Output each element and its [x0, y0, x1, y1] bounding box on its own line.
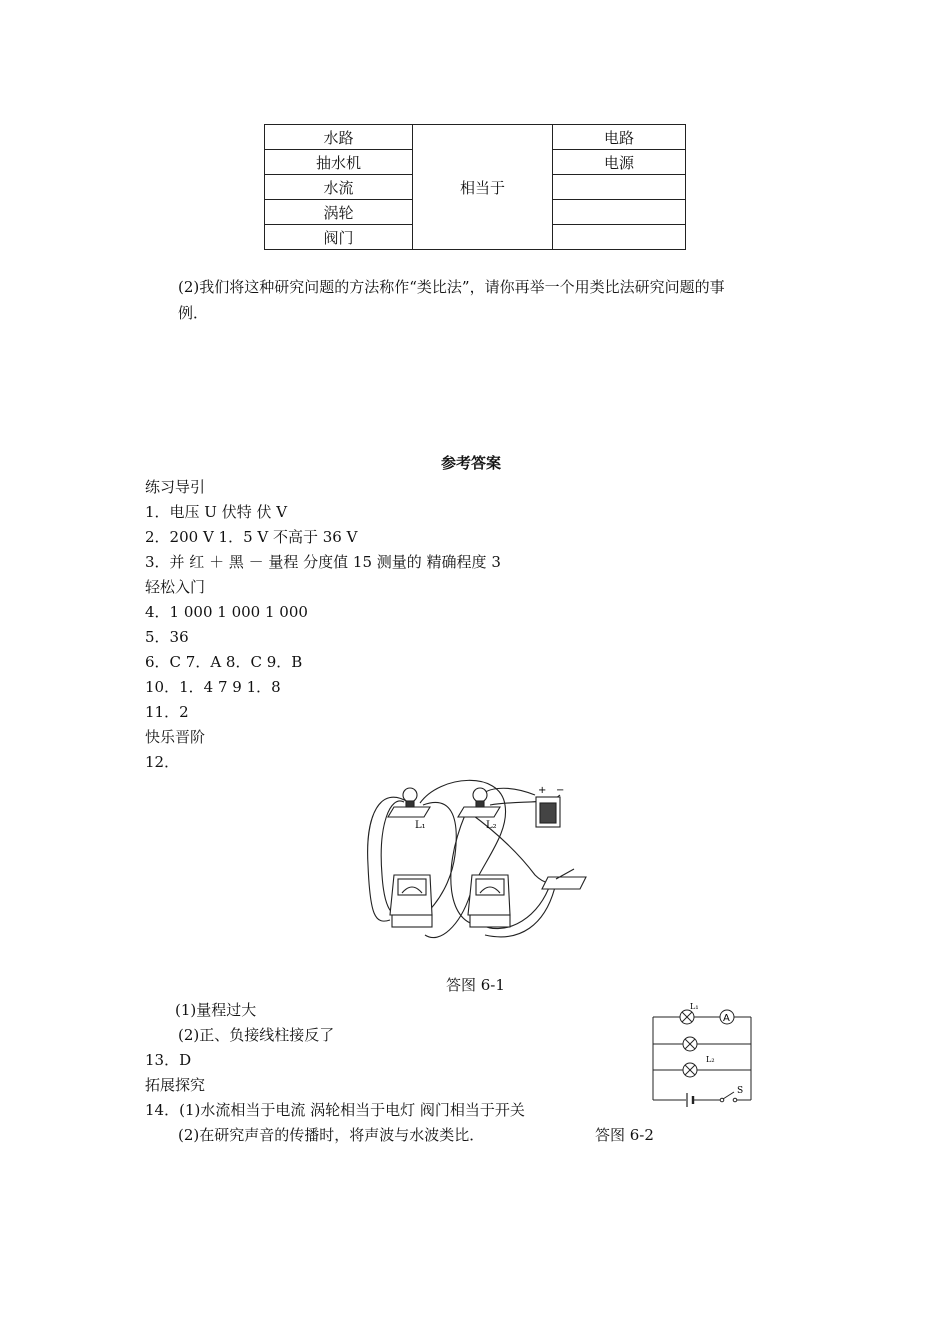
battery-minus-label: − — [556, 785, 565, 796]
table-cell — [553, 175, 686, 200]
answer-line: 5．36 — [145, 628, 189, 646]
l1-label: L₁ — [690, 1002, 699, 1011]
table-cell: 抽水机 — [265, 150, 413, 175]
switch-icon — [542, 869, 586, 889]
battery-plus-label: + — [538, 785, 547, 796]
figure-6-1-caption: 答图 6-1 — [446, 976, 505, 994]
section-heading: 拓展探究 — [145, 1076, 206, 1094]
lamp-l1-label: L₁ — [415, 820, 426, 831]
table-cell — [553, 225, 686, 250]
answer-line: (2)在研究声音的传播时，将声波与水波类比． — [178, 1126, 485, 1144]
answer-line: 10．1．4 7 9 1．8 — [145, 678, 281, 696]
answer-line: 13．D — [145, 1051, 192, 1069]
answer-line: 6．C 7．A 8．C 9．B — [145, 653, 303, 671]
table-cell — [553, 200, 686, 225]
voltmeter-2-icon — [468, 875, 510, 927]
table-cell: 阀门 — [265, 225, 413, 250]
question2-line2: 例． — [178, 304, 209, 322]
circuit-figure-6-2 — [648, 1000, 758, 1112]
table-middle-cell: 相当于 — [413, 125, 553, 250]
answer-line: 2．200 V 1．5 V 不高于 36 V — [145, 528, 358, 546]
table-cell: 电源 — [553, 150, 686, 175]
lamp-l2 — [458, 788, 500, 817]
lamp-l2-icon — [683, 1063, 697, 1077]
table-cell: 电路 — [553, 125, 686, 150]
switch-label: S — [737, 1086, 744, 1096]
table-cell: 水路 — [265, 125, 413, 150]
answer-line: 12． — [145, 753, 180, 771]
ammeter-label: A — [723, 1013, 730, 1024]
answer-line: 3．并 红 ＋ 黑 － 量程 分度值 15 测量的 精确程度 3 — [145, 553, 501, 571]
section-heading: 轻松入门 — [145, 578, 206, 596]
lamp-l2-label: L₂ — [486, 820, 497, 831]
lamp-l1-icon — [680, 1010, 694, 1024]
section-heading: 练习导引 — [145, 478, 206, 496]
analogy-table — [264, 124, 686, 250]
question2-line1: (2)我们将这种研究问题的方法称作“类比法”，请你再举一个用类比法研究问题的事 — [178, 278, 725, 296]
battery-icon — [687, 1093, 693, 1107]
section-heading: 快乐晋阶 — [145, 728, 206, 746]
answers-title: 参考答案 — [441, 454, 502, 472]
voltmeter-1-icon — [390, 875, 432, 927]
table-cell: 水流 — [265, 175, 413, 200]
answer-line: (2)正、负接线柱接反了 — [178, 1026, 335, 1044]
switch-icon — [720, 1092, 737, 1102]
lamp-l1 — [388, 788, 430, 817]
lamp-icon — [683, 1037, 697, 1051]
answer-line: 14．(1)水流相当于电流 涡轮相当于电灯 阀门相当于开关 — [145, 1101, 525, 1119]
answer-line: (1)量程过大 — [175, 1001, 257, 1019]
figure-6-2-caption: 答图 6-2 — [595, 1126, 654, 1144]
answer-line: 11．2 — [145, 703, 189, 721]
l2-label: L₂ — [706, 1055, 715, 1064]
answer-line: 1．电压 U 伏特 伏 V — [145, 503, 288, 521]
table-cell: 涡轮 — [265, 200, 413, 225]
answer-line: 4．1 000 1 000 1 000 — [145, 603, 308, 621]
circuit-figure-6-1 — [360, 775, 600, 965]
battery-icon — [536, 797, 560, 827]
